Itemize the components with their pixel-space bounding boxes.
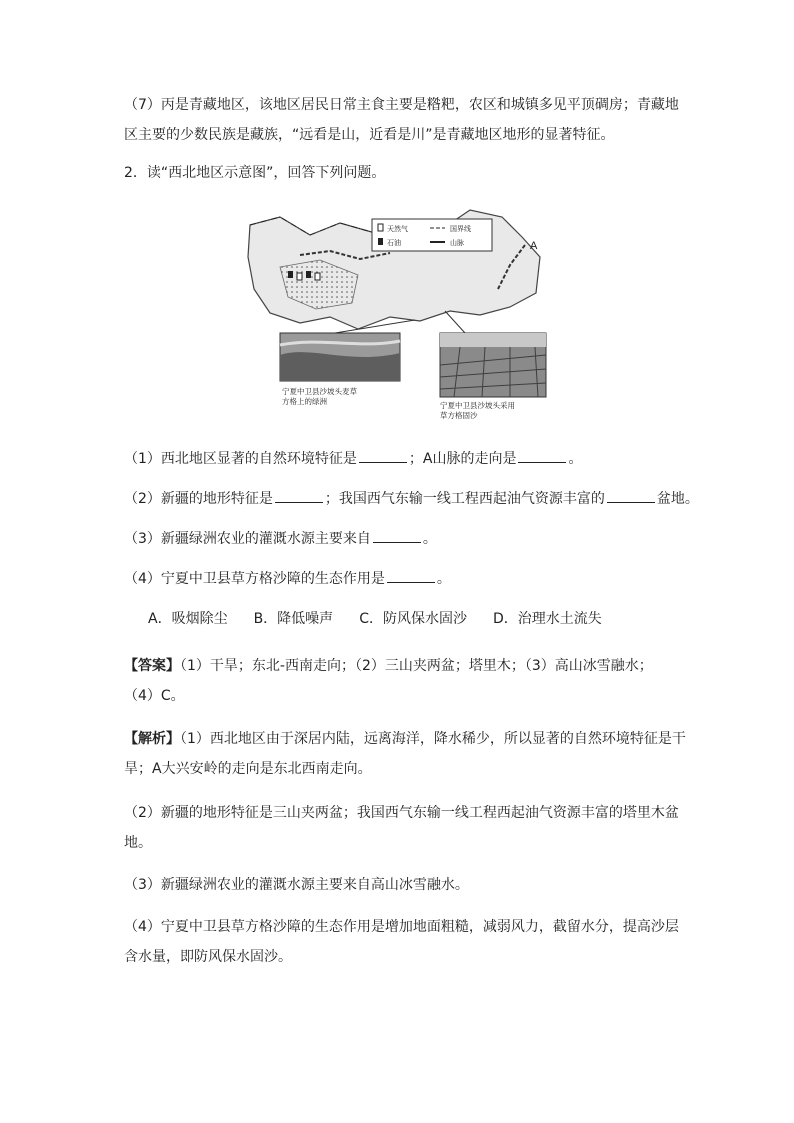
analysis-p1-line2: 旱；A大兴安岭的走向是东北西南走向。 xyxy=(124,761,372,777)
gas-icon xyxy=(297,273,302,280)
photo-right-caption-line-1: 宁夏中卫县沙坡头采用 xyxy=(440,401,515,410)
q2-sub3-part1: （3）新疆绿洲农业的灌溉水源主要来自 xyxy=(124,531,371,547)
q2-sub2-part1: （2）新疆的地形特征是 xyxy=(124,491,273,507)
legend-border-label: 国界线 xyxy=(450,225,471,233)
oil-icon xyxy=(306,271,311,278)
analysis-p1-line1: （1）西北地区由于深居内陆，远离海洋，降水稀少，所以显著的自然环境特征是干 xyxy=(180,731,686,747)
option-c[interactable]: C．防风保水固沙 xyxy=(359,611,467,627)
answer-blank[interactable] xyxy=(387,570,435,583)
answer-blank[interactable] xyxy=(607,490,655,503)
legend-oil-label: 石油 xyxy=(387,239,401,247)
photo-oasis xyxy=(280,333,400,381)
q2-sub3-part2: 。 xyxy=(422,531,437,547)
q7-line-2: 区主要的少数民族是藏族，“远看是山，近看是川”是青藏地区地形的显著特征。 xyxy=(124,127,615,143)
analysis-p2-line1: （2）新疆的地形特征是三山夹两盆；我国西气东输一线工程西起油气资源丰富的塔里木盆 xyxy=(124,805,679,821)
answer-blank[interactable] xyxy=(518,450,566,463)
answer-line-1 xyxy=(124,657,653,675)
answer-blank[interactable] xyxy=(275,490,323,503)
option-a[interactable]: A．吸烟除尘 xyxy=(148,611,228,627)
q2-sub4-part1: （4）宁夏中卫县草方格沙障的生态作用是 xyxy=(124,571,385,587)
q2-title: 2．读“西北地区示意图”，回答下列问题。 xyxy=(124,165,386,181)
option-d[interactable]: D．治理水土流失 xyxy=(492,611,602,627)
q2-sub1-part3: 。 xyxy=(568,451,583,467)
analysis-p3: （3）新疆绿洲农业的灌溉水源主要来自高山冰雪融水。 xyxy=(124,877,469,893)
analysis-line-1 xyxy=(124,730,686,748)
analysis-p4-line2: 含水量，即防风保水固沙。 xyxy=(124,949,292,965)
legend-gas-icon xyxy=(378,224,383,231)
q2-sub2 xyxy=(124,490,699,508)
q2-sub1-part2: ；A山脉的走向是 xyxy=(408,451,517,467)
photo-right-caption-line-2: 草方格固沙 xyxy=(440,411,478,420)
northwest-map-figure xyxy=(240,205,560,425)
analysis-p4-line1: （4）宁夏中卫县草方格沙障的生态作用是增加地面粗糙，减弱风力，截留水分，提高沙层 xyxy=(124,919,679,935)
photo-left-caption-line-1: 宁夏中卫县沙坡头麦草 xyxy=(282,387,357,396)
q7-line-1: （7）丙是青藏地区，该地区居民日常主食主要是糌粑，农区和城镇多见平顶碉房；青藏地 xyxy=(124,97,679,113)
pointer-line-right xyxy=(445,311,465,333)
legend-mountain-label: 山脉 xyxy=(450,239,464,247)
oil-icon xyxy=(288,271,293,278)
answer-blank[interactable] xyxy=(359,450,407,463)
q2-sub3 xyxy=(124,530,437,548)
q2-sub1 xyxy=(124,450,582,468)
answer-blank[interactable] xyxy=(373,530,421,543)
legend-gas-label: 天然气 xyxy=(387,225,408,233)
answer-text-1: （1）干旱；东北-西南走向；（2）三山夹两盆；塔里木；（3）高山冰雪融水； xyxy=(180,658,653,674)
answer-line-2: （4）C。 xyxy=(124,688,185,704)
option-b[interactable]: B．降低噪声 xyxy=(253,611,334,627)
map-legend xyxy=(372,219,492,251)
analysis-label: 【解析】 xyxy=(124,731,180,747)
q2-sub2-part2: ；我国西气东输一线工程西起油气资源丰富的 xyxy=(324,491,605,507)
q2-options xyxy=(148,610,628,628)
answer-label: 【答案】 xyxy=(124,658,180,674)
gas-icon xyxy=(315,273,320,280)
legend-oil-icon xyxy=(378,238,383,245)
q2-sub4 xyxy=(124,570,451,588)
photo-straw-grid xyxy=(440,333,546,397)
analysis-p2-line2: 地。 xyxy=(124,835,152,851)
q2-sub1-part1: （1）西北地区显著的自然环境特征是 xyxy=(124,451,357,467)
photo-left-caption-line-2: 方格上的绿洲 xyxy=(282,397,327,406)
northwest-map-svg xyxy=(240,205,560,425)
q2-sub4-part2: 。 xyxy=(436,571,451,587)
q2-sub2-part3: 盆地。 xyxy=(656,491,699,507)
map-label-a: A xyxy=(530,240,538,252)
